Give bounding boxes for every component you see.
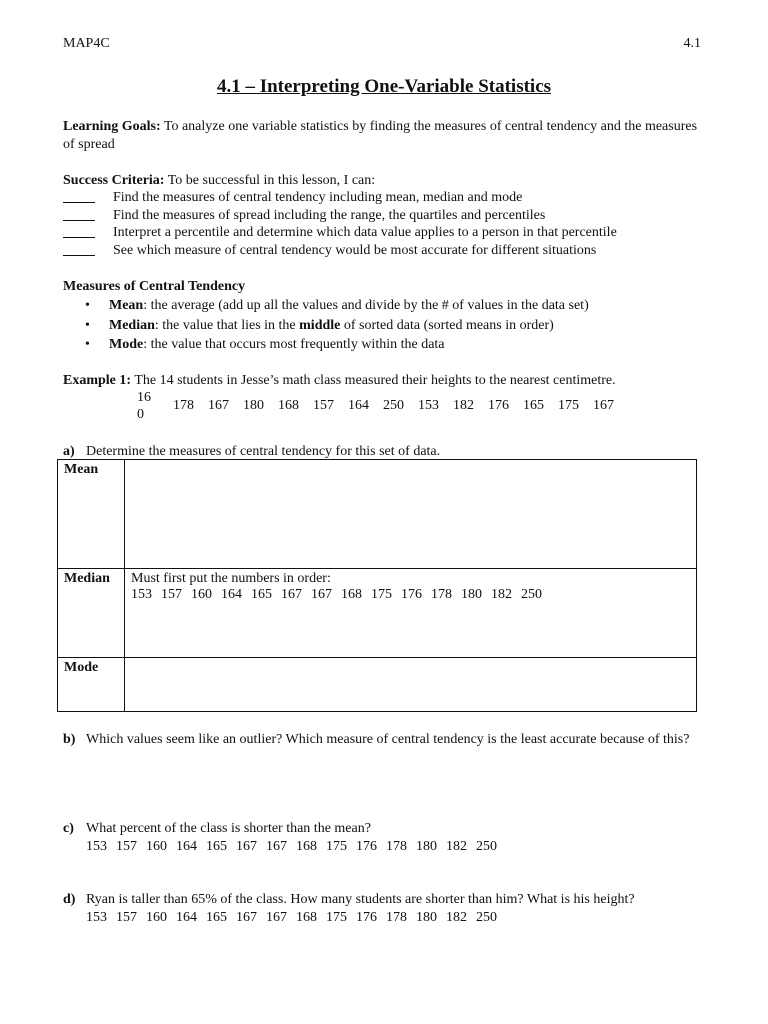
data-value: 180 xyxy=(416,909,437,925)
data-value: 250 xyxy=(383,398,404,413)
learning-goals xyxy=(63,118,703,153)
example-label: Example 1: xyxy=(63,373,132,388)
data-value: 250 xyxy=(476,909,497,925)
data-value: 167 xyxy=(311,587,332,602)
data-value: 167 xyxy=(236,909,257,925)
data-value: 157 xyxy=(313,398,334,413)
median-answer-cell[interactable] xyxy=(125,569,697,658)
success-criteria-intro xyxy=(63,172,703,190)
data-value: 182 xyxy=(491,587,512,602)
part-b: b) Which values seem like an outlier? Which measure of central tendency is the least accurate because of this? xyxy=(63,732,690,747)
data-value: 164 xyxy=(221,587,242,602)
sorted-data xyxy=(131,587,690,603)
data-value: 165 xyxy=(251,587,272,602)
data-value: 175 xyxy=(326,838,347,854)
data-value: 176 xyxy=(356,838,377,854)
data-value: 167 xyxy=(266,909,287,925)
data-value: 178 xyxy=(173,398,194,413)
data-value: 165 xyxy=(523,398,544,413)
part-d: d) Ryan is taller than 65% of the class. How many students are shorter than him? What is his height? 153 157 160 164 165 167 167 168 175 176 178 180 182 250 xyxy=(63,891,706,926)
data-value: 178 xyxy=(386,909,407,925)
checkbox-line[interactable] xyxy=(63,242,95,256)
sorted-data xyxy=(86,909,706,927)
data-value: 180 xyxy=(416,838,437,854)
data-value: 157 xyxy=(116,909,137,925)
data-value: 167 xyxy=(593,398,614,413)
median-label: Median xyxy=(58,569,125,658)
data-value: 153 xyxy=(86,909,107,925)
data-value: 160 xyxy=(191,587,212,602)
data-value: 180 xyxy=(243,398,264,413)
median-note: Must first put the numbers in order: xyxy=(131,571,331,586)
checkbox-line[interactable] xyxy=(63,189,95,203)
page-title: 4.1 – Interpreting One-Variable Statistics xyxy=(216,76,552,97)
data-value: 180 xyxy=(461,587,482,602)
list-item: • Mean: the average (add up all the values and divide by the # of values in the data set) xyxy=(85,296,589,316)
central-tendency-table xyxy=(57,459,697,712)
data-value: 160 xyxy=(146,838,167,854)
bullet-icon: • xyxy=(85,337,90,352)
data-value: 182 xyxy=(446,909,467,925)
data-value: 167 xyxy=(266,838,287,854)
data-value: 168 xyxy=(341,587,362,602)
data-value: 176 xyxy=(356,909,377,925)
bullet-icon: • xyxy=(85,298,90,313)
data-value: 182 xyxy=(446,838,467,854)
data-value: 175 xyxy=(558,398,579,413)
central-tendency-list xyxy=(85,296,589,355)
data-value: 167 xyxy=(236,838,257,854)
example-text: The 14 students in Jesse’s math class measured their heights to the nearest centimetre. xyxy=(134,373,616,388)
data-value: 176 xyxy=(401,587,422,602)
central-tendency-heading: Measures of Central Tendency xyxy=(63,279,246,294)
data-value: 157 xyxy=(161,587,182,602)
mode-answer-cell[interactable] xyxy=(125,658,697,712)
course-code: MAP4C xyxy=(63,36,110,51)
checkbox-line[interactable] xyxy=(63,207,95,221)
first-value: 16 0 xyxy=(137,390,151,422)
data-value: 165 xyxy=(206,909,227,925)
section-number: 4.1 xyxy=(683,36,701,51)
data-value: 165 xyxy=(206,838,227,854)
sorted-data xyxy=(86,838,706,856)
data-value: 164 xyxy=(176,909,197,925)
data-value: 175 xyxy=(371,587,392,602)
data-value: 168 xyxy=(296,838,317,854)
data-value: 178 xyxy=(386,838,407,854)
success-criteria-label: Success Criteria: xyxy=(63,173,165,188)
part-a: a) Determine the measures of central tendency for this set of data. xyxy=(63,444,441,459)
mode-label: Mode xyxy=(58,658,125,712)
part-c: c) What percent of the class is shorter than the mean? 153 157 160 164 165 167 167 168 175 176 178 180 182 250 xyxy=(63,820,706,855)
mean-answer-cell[interactable] xyxy=(125,460,697,569)
data-value: 176 xyxy=(488,398,509,413)
success-criteria-text: To be successful in this lesson, I can: xyxy=(167,173,376,188)
data-value: 182 xyxy=(453,398,474,413)
data-value: 153 xyxy=(131,587,152,602)
criteria-item: Find the measures of central tendency including mean, median and mode xyxy=(63,189,522,207)
data-value: 168 xyxy=(278,398,299,413)
learning-goals-text: To analyze one variable statistics by finding the measures of central tendency and the measures of spread xyxy=(63,119,698,152)
mean-label: Mean xyxy=(58,460,125,569)
data-value: 167 xyxy=(281,587,302,602)
data-value: 153 xyxy=(418,398,439,413)
criteria-item: Interpret a percentile and determine which data value applies to a person in that percentile xyxy=(63,224,617,242)
heights-data xyxy=(173,398,628,414)
list-item: • Median: the value that lies in the middle of sorted data (sorted means in order) xyxy=(85,316,589,336)
list-item: • Mode: the value that occurs most frequently within the data xyxy=(85,335,589,355)
data-value: 157 xyxy=(116,838,137,854)
learning-goals-label: Learning Goals: xyxy=(63,119,161,134)
data-value: 153 xyxy=(86,838,107,854)
data-value: 160 xyxy=(146,909,167,925)
data-value: 250 xyxy=(521,587,542,602)
criteria-item: Find the measures of spread including the range, the quartiles and percentiles xyxy=(63,207,545,225)
criteria-item: See which measure of central tendency would be most accurate for different situations xyxy=(63,242,596,260)
data-value: 175 xyxy=(326,909,347,925)
example-1 xyxy=(63,372,703,390)
bullet-icon: • xyxy=(85,317,90,333)
data-value: 168 xyxy=(296,909,317,925)
data-value: 250 xyxy=(476,838,497,854)
data-value: 167 xyxy=(208,398,229,413)
data-value: 164 xyxy=(176,838,197,854)
checkbox-line[interactable] xyxy=(63,224,95,238)
data-value: 164 xyxy=(348,398,369,413)
data-value: 178 xyxy=(431,587,452,602)
